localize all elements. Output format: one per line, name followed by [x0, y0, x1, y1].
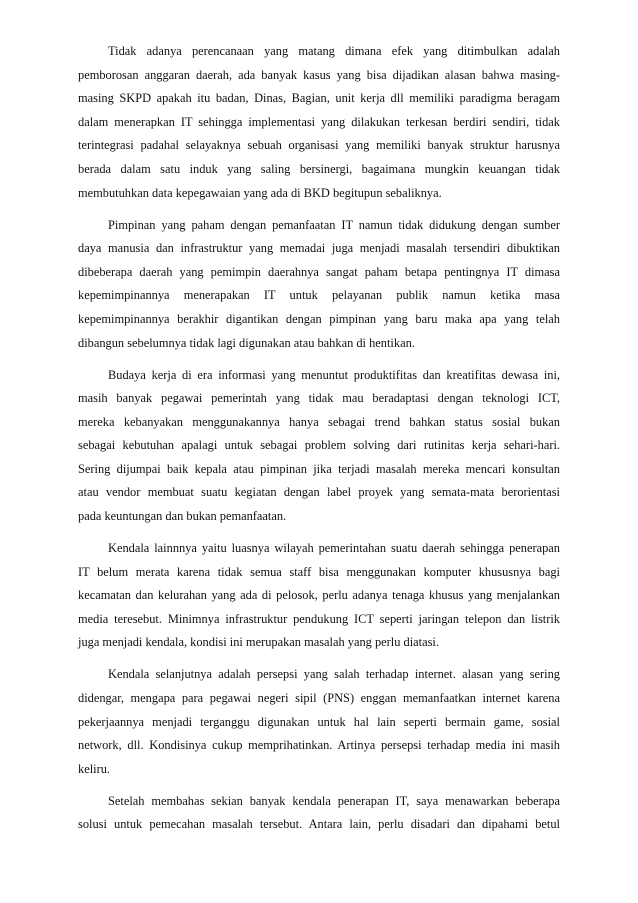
paragraph-first-line: Kendala selanjutnya adalah persepsi yang salah terhadap internet. alasan yang sering [108, 667, 560, 682]
paragraph-line: dibangun sebelumnya tidak lagi digunakan atau bahkan di hentikan. [78, 335, 415, 350]
paragraph-line: didengar, mengapa para pegawai negeri sipil (PNS) enggan memanfaatkan internet karena [78, 691, 560, 705]
paragraph-line: dalam menerapkan IT sehingga implementasi yang dilakukan terkesan berdiri sendiri, tidak [78, 114, 560, 129]
paragraph-line: juga menjadi kendala, kondisi ini merupakan masalah yang perlu diatasi. [78, 635, 439, 650]
paragraph-line: kepemimpinannya menerapakan IT untuk pelayanan publik namun ketika masa [78, 288, 560, 303]
paragraph [78, 364, 560, 529]
paragraph-line: atau vendor membuat suatu kegiatan dengan label proyek yang semata-mata berorientasi [78, 485, 560, 500]
paragraph-line: media teresebut. Minimnya infrastruktur pendukung ICT seperti jaringan telepon dan listrik [78, 611, 560, 626]
paragraph-line: dibeberapa daerah yang pemimpin daerahnya sangat paham betapa pentingnya IT dimasa [78, 264, 560, 279]
paragraph [78, 790, 560, 837]
paragraph-line: pemborosan anggaran daerah, ada banyak kasus yang bisa dijadikan alasan bahwa masing- [78, 67, 560, 82]
paragraph-line: pada keuntungan dan bukan pemanfaatan. [78, 509, 287, 524]
paragraph-line: network, dll. Kondisinya cukup memprihatinkan. Artinya persepsi terhadap media ini masih [78, 738, 560, 753]
paragraph-line: solusi untuk pemecahan masalah tersebut. Antara lain, perlu disadari dan dipahami betul [78, 817, 560, 832]
paragraph-line: sebagai kebutuhan apalagi untuk sebagai problem solving dari rutinitas kerja sehari-hari. [78, 438, 560, 453]
paragraph-line: Sering dijumpai baik kepala atau pimpinan jika terjadi masalah mereka mencari konsultan [78, 461, 560, 476]
paragraph-first-line: Pimpinan yang paham dengan pemanfaatan IT namun tidak didukung dengan sumber [108, 217, 560, 232]
paragraph-line: kepemimpinannya berakhir digantikan dengan pimpinan yang baru maka apa yang telah [78, 311, 560, 326]
paragraph-first-line: Setelah membahas sekian banyak kendala penerapan IT, saya menawarkan beberapa [108, 793, 560, 808]
paragraph [78, 663, 560, 781]
paragraph-line: kecamatan dan kelurahan yang ada di pelosok, perlu adanya tenaga khusus yang menjalankan [78, 588, 560, 603]
paragraph-line: membutuhkan data kepegawaian yang ada di BKD begitupun sebaliknya. [78, 185, 442, 200]
paragraph-line: mereka kebanyakan menggunakannya hanya sebagai trend bahkan status sosial bukan [78, 414, 560, 429]
paragraph-line: terintegrasi padahal selayaknya sebuah organisasi yang memiliki banyak struktur harusnya [78, 138, 560, 153]
paragraph [78, 40, 560, 205]
paragraph-line: masih banyak pegawai pemerintah yang tidak mau beradaptasi dengan teknologi ICT, [78, 391, 560, 406]
paragraph-first-line: Budaya kerja di era informasi yang menuntut produktifitas dan kreatifitas dewasa ini, [108, 367, 560, 382]
paragraph [78, 214, 560, 356]
paragraph-first-line: Kendala lainnnya yaitu luasnya wilayah pemerintahan suatu daerah sehingga penerapan [108, 541, 560, 556]
paragraph-line: berada dalam satu induk yang saling bersinergi, bagaimana mungkin keuangan tidak [78, 161, 560, 176]
paragraph-line: keliru. [78, 761, 110, 776]
paragraph-line: pekerjaannya menjadi terganggu digunakan untuk hal lain seperti bermain game, sosial [78, 714, 560, 729]
paragraph-line: IT belum merata karena tidak semua staff bisa menggunakan komputer khususnya bagi [78, 564, 560, 579]
paragraph-line: masing SKPD apakah itu badan, Dinas, Bagian, unit kerja dll memiliki paradigma beragam [78, 91, 560, 106]
document-body [78, 40, 560, 845]
paragraph-first-line: Tidak adanya perencanaan yang matang dimana efek yang ditimbulkan adalah [108, 44, 560, 58]
paragraph-line: daya manusia dan infrastruktur yang memadai juga menjadi masalah tersendiri dibuktikan [78, 241, 560, 256]
paragraph [78, 537, 560, 655]
